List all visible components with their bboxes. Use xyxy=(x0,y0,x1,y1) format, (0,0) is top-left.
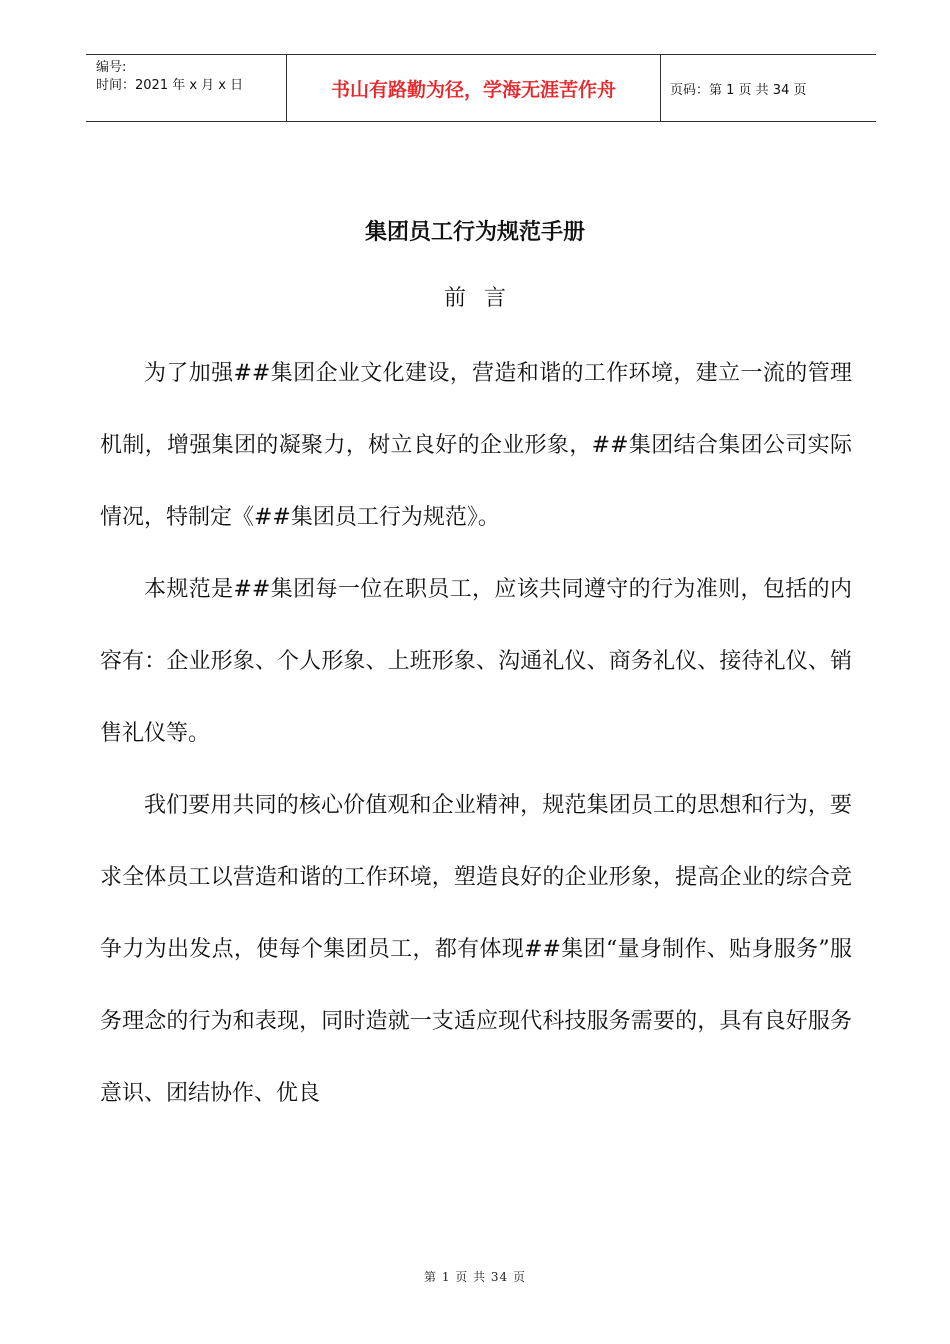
page-header xyxy=(86,54,876,122)
body-paragraph: 为了加强##集团企业文化建设，营造和谐的工作环境，建立一流的管理机制，增强集团的凝聚力，树立良好的企业形象，##集团结合集团公司实际情况，特制定《##集团员工行为规范》。 xyxy=(100,361,852,530)
body-paragraph: 本规范是##集团每一位在职员工，应该共同遵守的行为准则，包括的内容有：企业形象、个人形象、上班形象、沟通礼仪、商务礼仪、接待礼仪、销售礼仪等。 xyxy=(100,577,852,746)
body-paragraph: 我们要用共同的核心价值观和企业精神，规范集团员工的思想和行为，要求全体员工以营造和谐的工作环境，塑造良好的企业形象，提高企业的综合竞争力为出发点，使每个集团员工，都有体现##集团“量身制作、贴身服务”服务理念的行为和表现，同时造就一支适应现代科技服务需要的，具有良好服务意识、团结协作、优良 xyxy=(100,793,852,1106)
document-body xyxy=(100,338,852,1130)
page-footer: 第 1 页 共 34 页 xyxy=(424,1270,526,1284)
document-title: 集团员工行为规范手册 xyxy=(364,220,585,245)
document-number-label: 编号: xyxy=(96,60,127,75)
document-time-label: 时间：2021 年 x 月 x 日 xyxy=(96,78,244,93)
header-meta-cell xyxy=(86,55,287,121)
header-motto: 书山有路勤为径，学海无涯苦作舟 xyxy=(287,55,661,121)
section-title-preface: 前言 xyxy=(443,286,524,311)
header-page-info: 页码：第 1 页 共 34 页 xyxy=(670,82,807,98)
